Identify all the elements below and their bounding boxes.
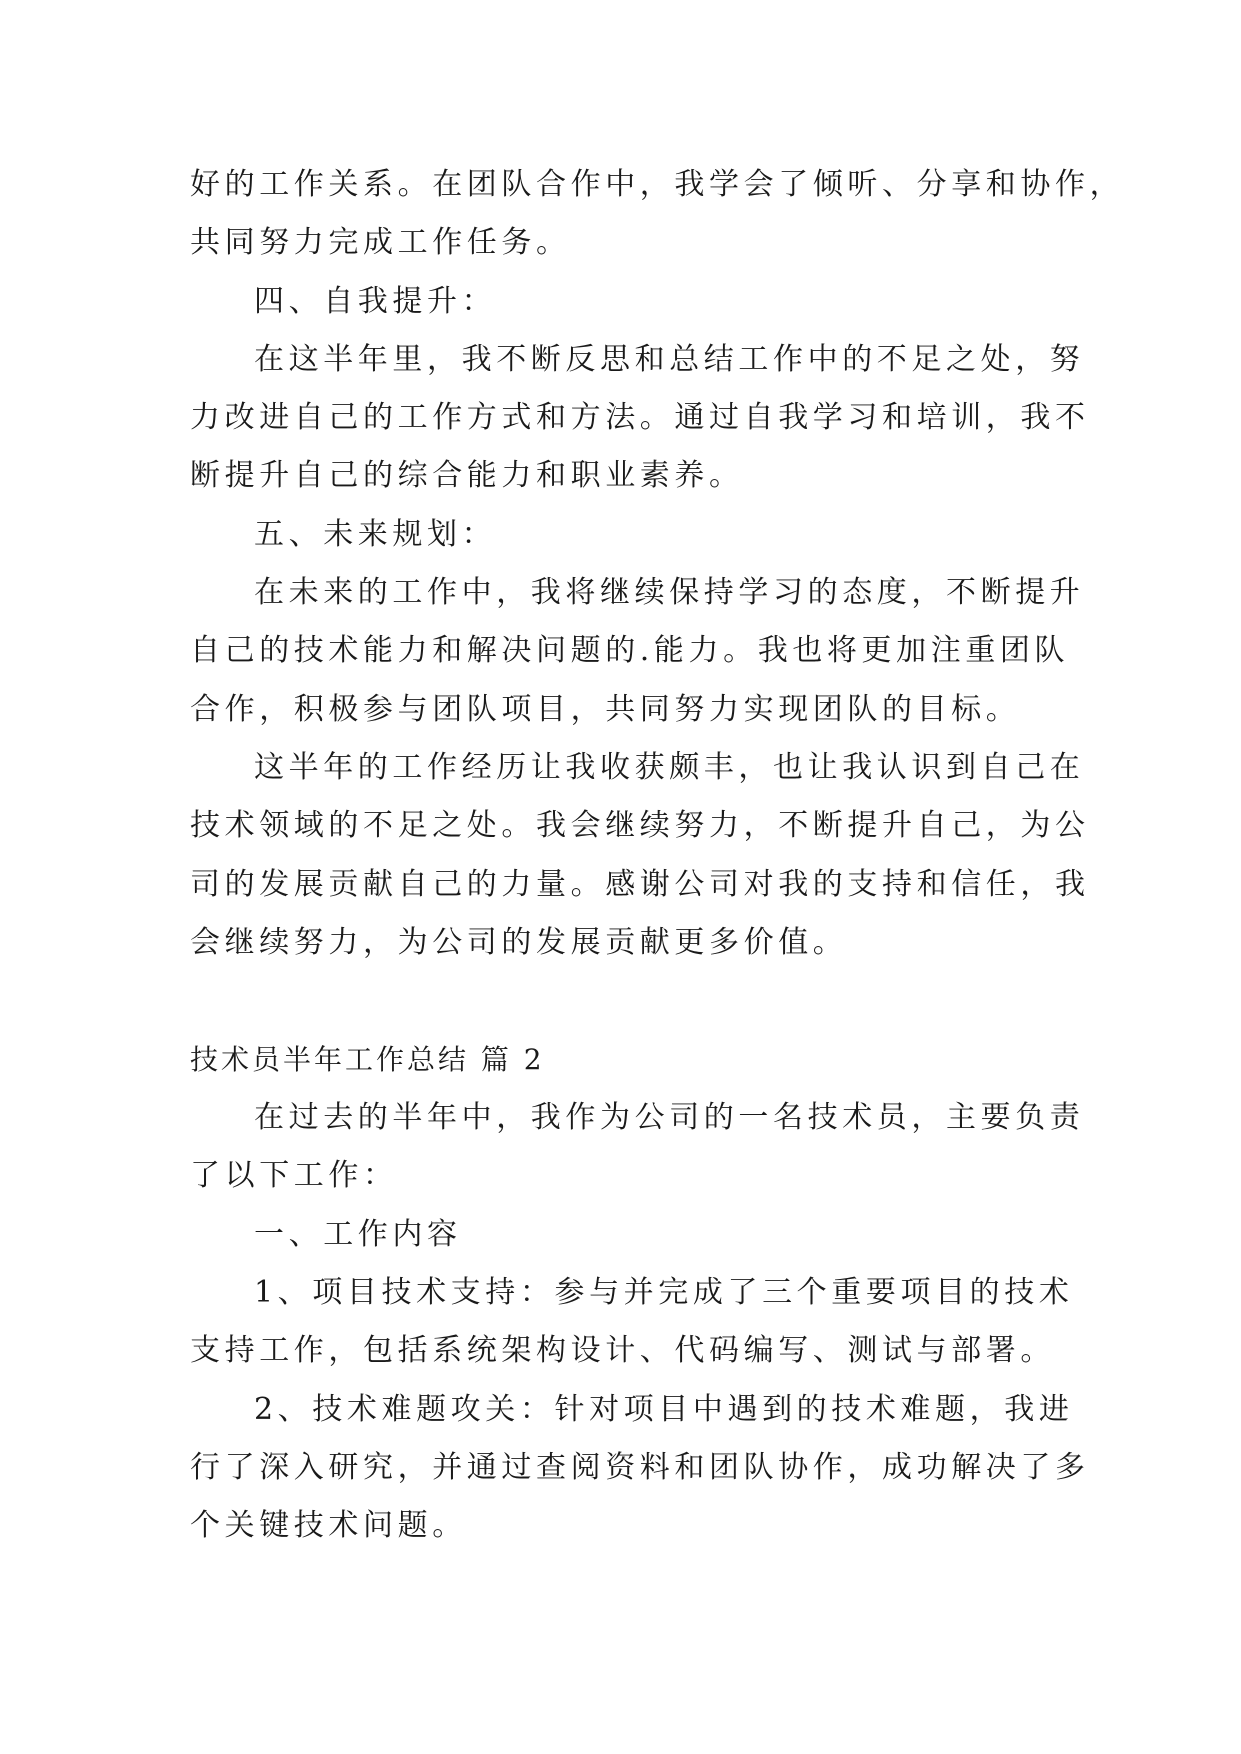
paragraph-line: 行了深入研究，并通过查阅资料和团队协作，成功解决了多	[190, 1450, 1090, 1485]
article-title: 技术员半年工作总结 篇 2	[190, 1043, 545, 1076]
paragraph-line: 这半年的工作经历让我收获颇丰，也让我认识到自己在	[254, 750, 1085, 785]
paragraph-line: 断提升自己的综合能力和职业素养。	[190, 458, 744, 493]
section-heading-future-plan: 五、未来规划：	[254, 517, 497, 552]
paragraph-line: 在这半年里，我不断反思和总结工作中的不足之处，努	[254, 342, 1085, 377]
paragraph-line: 技术领域的不足之处。我会继续努力，不断提升自己，为公	[190, 808, 1090, 843]
paragraph-line: 支持工作，包括系统架构设计、代码编写、测试与部署。	[190, 1333, 1055, 1368]
paragraph-line: 好的工作关系。在团队合作中，我学会了倾听、分享和协作，	[190, 167, 1125, 202]
paragraph-line: 1、项目技术支持：参与并完成了三个重要项目的技术	[254, 1275, 1074, 1310]
paragraph-line: 在未来的工作中，我将继续保持学习的态度，不断提升	[254, 575, 1085, 610]
paragraph-line: 合作，积极参与团队项目，共同努力实现团队的目标。	[190, 692, 1021, 727]
paragraph-line: 了以下工作：	[190, 1158, 398, 1193]
paragraph-line: 力改进自己的工作方式和方法。通过自我学习和培训，我不	[190, 400, 1090, 435]
paragraph-line: 会继续努力，为公司的发展贡献更多价值。	[190, 925, 848, 960]
paragraph-line: 自己的技术能力和解决问题的.能力。我也将更加注重团队	[190, 633, 1070, 668]
section-heading-self-improvement: 四、自我提升：	[254, 284, 497, 319]
paragraph-line: 2、技术难题攻关：针对项目中遇到的技术难题，我进	[254, 1392, 1074, 1427]
section-heading-work-content: 一、工作内容	[254, 1217, 462, 1252]
paragraph-line: 司的发展贡献自己的力量。感谢公司对我的支持和信任，我	[190, 867, 1090, 902]
paragraph-line: 在过去的半年中，我作为公司的一名技术员，主要负责	[254, 1100, 1085, 1135]
paragraph-line: 个关键技术问题。	[190, 1508, 467, 1543]
paragraph-line: 共同努力完成工作任务。	[190, 225, 571, 260]
